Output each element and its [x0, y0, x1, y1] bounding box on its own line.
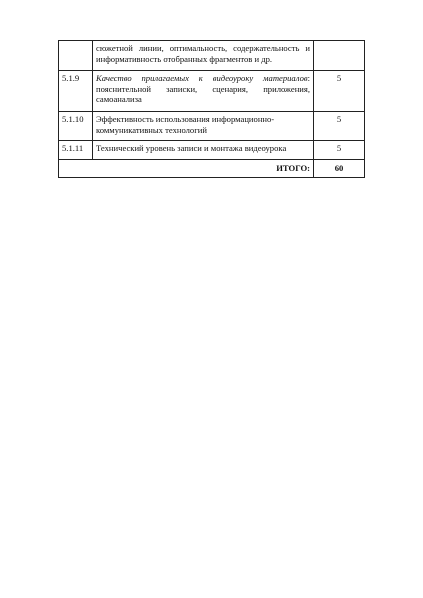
row-number: 5.1.10 [59, 112, 93, 141]
row-number [59, 41, 93, 71]
criteria-table [58, 40, 365, 178]
row-number: 5.1.9 [59, 71, 93, 112]
row-text: : пояснительной записки, сценария, приложения, самоанализа [96, 73, 310, 105]
total-row [59, 160, 365, 178]
table-row [59, 41, 365, 71]
table-row [59, 112, 365, 141]
row-text: Технический уровень записи и монтажа видеоурока [96, 143, 287, 153]
table-row [59, 141, 365, 160]
row-description [93, 71, 314, 112]
row-description [93, 112, 314, 141]
total-value: 60 [314, 160, 365, 178]
row-description [93, 41, 314, 71]
row-number: 5.1.11 [59, 141, 93, 160]
row-text: Эффективность использования информационно-коммуникативных технологий [96, 114, 275, 135]
row-italic-title: Качество прилагаемых к видеоуроку материалов [96, 73, 308, 83]
row-score [314, 41, 365, 71]
row-score: 5 [314, 112, 365, 141]
row-score: 5 [314, 71, 365, 112]
row-text: сюжетной линии, оптимальность, содержательность и информативность отобранных фрагментов и др. [96, 43, 310, 64]
row-score: 5 [314, 141, 365, 160]
row-description [93, 141, 314, 160]
total-label: ИТОГО: [59, 160, 314, 178]
table-row [59, 71, 365, 112]
